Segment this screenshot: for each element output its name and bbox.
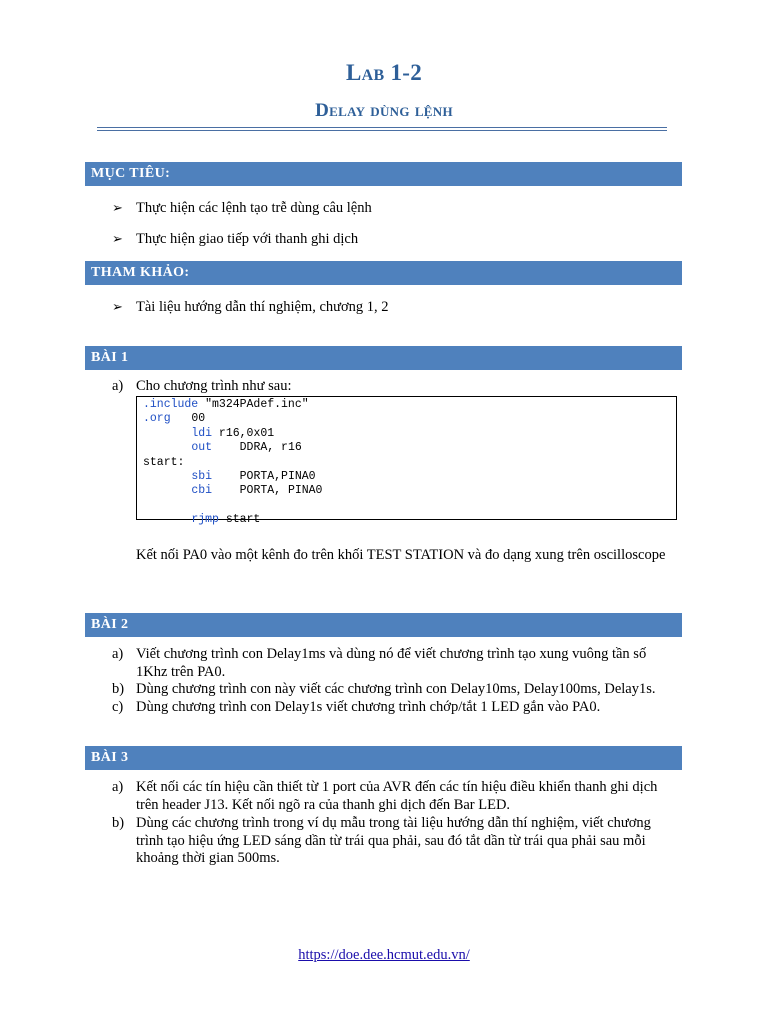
section-references-heading: THAM KHẢO: — [85, 261, 682, 285]
objective-item: ➢ Thực hiện các lệnh tạo trễ dùng câu lệnh — [112, 200, 372, 216]
section-bai2-heading: BÀI 2 — [85, 613, 682, 637]
code-line: out DDRA, r16 — [191, 441, 302, 455]
code-block — [136, 396, 677, 527]
lab-title: Lab 1-2 — [345, 60, 423, 85]
bai3-item-b: b) Dùng các chương trình trong ví dụ mẫu trong tài liệu hướng dẫn thí nghiệm, viết chương trình tạo hiệu ứng LED sáng dần từ trái qua phải, sau đó tắt dần từ trái qua phải sau mỗi khoảng thời gian 500ms. — [112, 815, 651, 866]
bai2-item-c: c) Dùng chương trình con Delay1s viết chương trình chớp/tắt 1 LED gắn vào PA0. — [112, 699, 601, 715]
section-objectives-heading: MỤC TIÊU: — [85, 162, 682, 186]
footer-website-link[interactable]: https://doe.dee.hcmut.edu.vn/ — [298, 947, 470, 963]
bai2-item-a: a) Viết chương trình con Delay1ms và dùng nó để viết chương trình tạo xung vuông tần số 1Khz trên PA0. — [112, 646, 647, 680]
bai1-note: Kết nối PA0 vào một kênh đo trên khối TEST STATION và đo dạng xung trên oscilloscope — [136, 547, 666, 563]
code-line: .org 00 — [143, 412, 206, 426]
code-line: ldi r16,0x01 — [191, 426, 275, 440]
bai2-item-b: b) Dùng chương trình con này viết các chương trình con Delay10ms, Delay100ms, Delay1s. — [112, 681, 656, 697]
title-rule-top — [97, 127, 667, 128]
code-line: cbi PORTA, PINA0 — [191, 484, 323, 498]
title-rule-bottom — [97, 130, 667, 131]
reference-item: ➢ Tài liệu hướng dẫn thí nghiệm, chương 1, 2 — [112, 299, 389, 315]
code-line: start: — [143, 455, 185, 469]
arrow-bullet-icon: ➢ — [112, 231, 123, 246]
arrow-bullet-icon: ➢ — [112, 299, 123, 314]
section-bai1-heading: BÀI 1 — [85, 346, 682, 370]
objective-item: ➢ Thực hiện giao tiếp với thanh ghi dịch — [112, 231, 359, 247]
bai1-item-a: a) Cho chương trình như sau: — [112, 378, 292, 394]
bai3-item-a: a) Kết nối các tín hiệu cần thiết từ 1 port của AVR đến các tín hiệu điều khiển thanh ghi dịch trên header J13. Kết nối ngõ ra của thanh ghi dịch đến Bar LED. — [112, 779, 658, 813]
code-line: .include "m324PAdef.inc" — [143, 398, 309, 411]
arrow-bullet-icon: ➢ — [112, 200, 123, 215]
section-bai3-heading: BÀI 3 — [85, 746, 682, 770]
code-line — [143, 499, 676, 513]
code-line: sbi PORTA,PINA0 — [191, 469, 316, 483]
lab-subtitle: Delay dùng lệnh — [315, 100, 453, 121]
code-line: rjmp start — [191, 513, 261, 527]
